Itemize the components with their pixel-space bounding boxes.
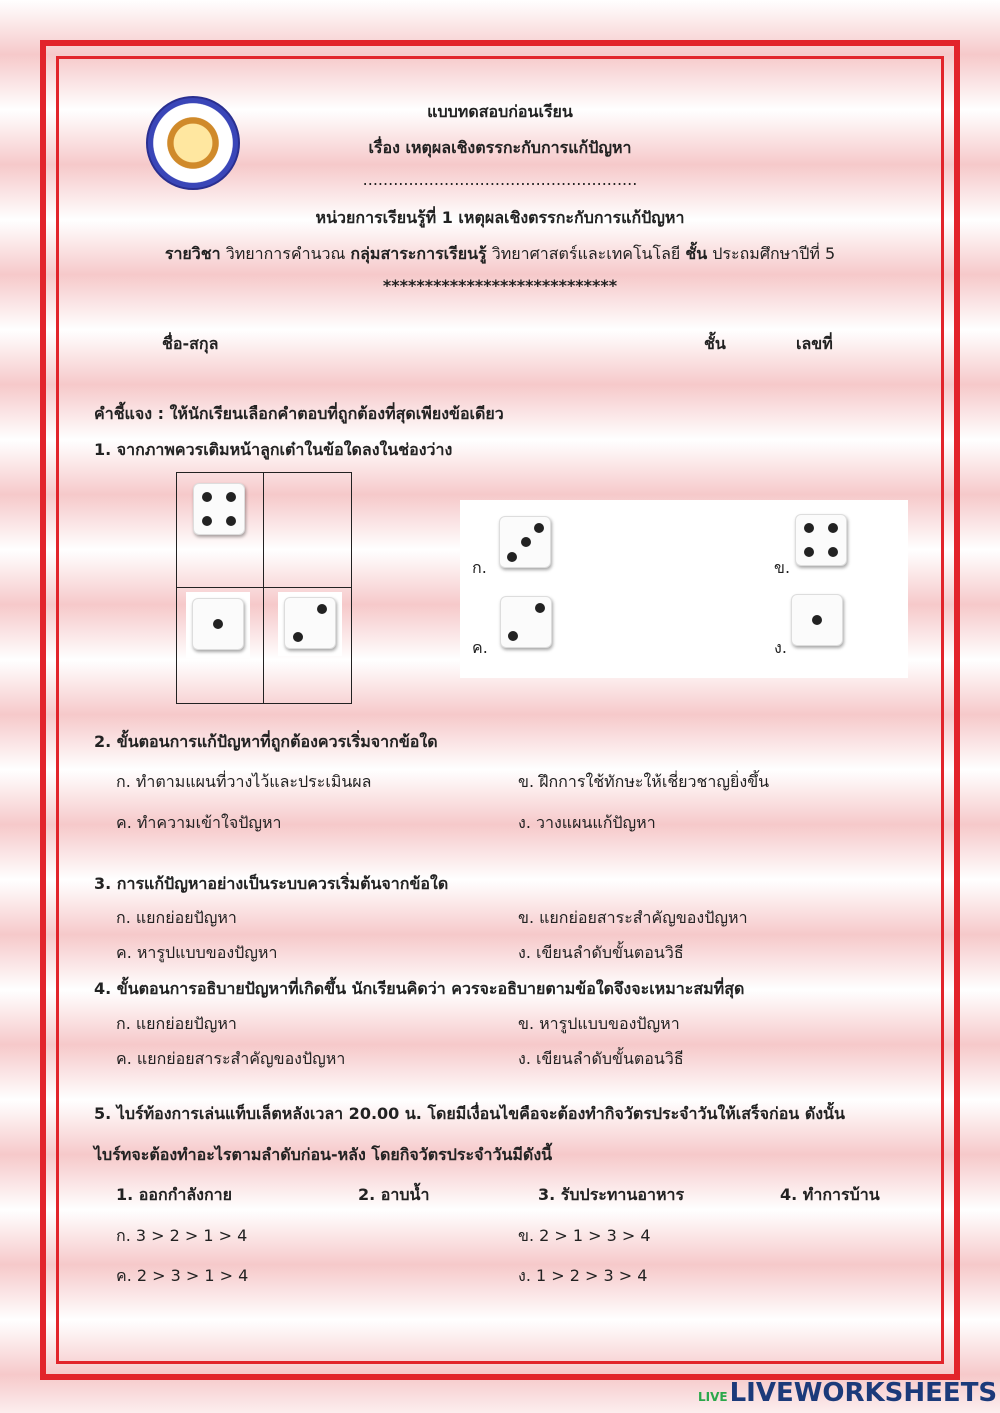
q2-option-b[interactable]: ข. ฝึกการใช้ทักษะให้เชี่ยวชาญยิ่งขึ้น	[518, 772, 770, 791]
q4-option-c[interactable]: ค. แยกย่อยสาระสำคัญของปัญหา	[116, 1049, 346, 1068]
q1-option-c-die[interactable]	[500, 596, 552, 648]
q1-option-d-label: ง.	[774, 638, 787, 657]
q1-option-d-die[interactable]	[791, 594, 843, 646]
q1-option-b-die[interactable]	[795, 514, 847, 566]
grid-die-two	[284, 597, 336, 649]
q5-item-1: 1. ออกกำลังกาย	[116, 1185, 233, 1204]
stars-divider: ****************************	[382, 276, 618, 295]
q2-option-d[interactable]: ง. วางแผนแก้ปัญหา	[518, 813, 656, 832]
q5-item-2: 2. อาบน้ำ	[358, 1185, 430, 1204]
liveworksheets-logo	[698, 1378, 997, 1408]
grade-label: ชั้น	[685, 244, 708, 263]
q5-option-b[interactable]: ข. 2 > 1 > 3 > 4	[518, 1226, 651, 1245]
q3-option-b[interactable]: ข. แยกย่อยสาระสำคัญของปัญหา	[518, 908, 748, 927]
q1-option-a-label: ก.	[472, 558, 487, 577]
number-label: เลขที่	[796, 334, 833, 353]
q3-option-a[interactable]: ก. แยกย่อยปัญหา	[116, 908, 237, 927]
q1-option-c-label: ค.	[472, 638, 488, 657]
subject-line	[100, 242, 900, 267]
q4-option-b[interactable]: ข. หารูปแบบของปัญหา	[518, 1014, 680, 1033]
q2-option-c[interactable]: ค. ทำความเข้าใจปัญหา	[116, 813, 282, 832]
header-line1: แบบทดสอบก่อนเรียน	[427, 102, 573, 121]
q3-question: 3. การแก้ปัญหาอย่างเป็นระบบควรเริ่มต้นจากข้อใด	[94, 874, 449, 893]
q1-option-b-label: ข.	[774, 558, 791, 577]
header-line2: เรื่อง เหตุผลเชิงตรรกะกับการแก้ปัญหา	[368, 138, 632, 157]
group-label: กลุ่มสาระการเรียนรู้	[350, 244, 487, 263]
brand-name: LIVEWORKSHEETS	[729, 1378, 998, 1408]
group-value: วิทยาศาสตร์และเทคโนโลยี	[491, 244, 681, 263]
q5-item-4: 4. ทำการบ้าน	[780, 1185, 880, 1204]
unit-title: หน่วยการเรียนรู้ที่ 1 เหตุผลเชิงตรรกะกับการแก้ปัญหา	[315, 208, 685, 227]
q1-question: 1. จากภาพควรเติมหน้าลูกเต๋าในข้อใดลงในช่องว่าง	[94, 440, 453, 459]
name-label: ชื่อ-สกุล	[162, 334, 219, 353]
q5-question-line1: 5. ไบร์ท้องการเล่นแท็บเล็ตหลังเวลา 20.00 น. โดยมีเงื่อนไขคือจะต้องทำกิจวัตรประจำวันให้เสร็จก่อน ดังนั้น	[94, 1104, 845, 1123]
q5-option-c[interactable]: ค. 2 > 3 > 1 > 4	[116, 1266, 249, 1285]
grid-die-one	[192, 598, 244, 650]
subject-value: วิทยาการคำนวณ	[225, 244, 346, 263]
q5-item-3: 3. รับประทานอาหาร	[538, 1185, 685, 1204]
q1-option-a-die[interactable]	[499, 516, 551, 568]
q3-option-d[interactable]: ง. เขียนลำดับขั้นตอนวิธี	[518, 943, 684, 962]
grid-die-four	[193, 483, 245, 535]
q5-option-d[interactable]: ง. 1 > 2 > 3 > 4	[518, 1266, 648, 1285]
q2-option-a[interactable]: ก. ทำตามแผนที่วางไว้และประเมินผล	[116, 772, 372, 791]
instruction: คำชี้แจง : ให้นักเรียนเลือกคำตอบที่ถูกต้องที่สุดเพียงข้อเดียว	[94, 404, 504, 423]
q5-option-a[interactable]: ก. 3 > 2 > 1 > 4	[116, 1226, 248, 1245]
q5-question-line2: ไบร์ทจะต้องทำอะไรตามลำดับก่อน-หลัง โดยกิจวัตรประจำวันมีดังนี้	[94, 1145, 553, 1164]
q3-option-c[interactable]: ค. หารูปแบบของปัญหา	[116, 943, 278, 962]
class-label: ชั้น	[704, 334, 726, 353]
grade-value: ประถมศึกษาปีที่ 5	[712, 244, 836, 263]
q2-question: 2. ขั้นตอนการแก้ปัญหาที่ถูกต้องควรเริ่มจากข้อใด	[94, 732, 438, 751]
subject-label: รายวิชา	[164, 244, 221, 263]
q4-option-a[interactable]: ก. แยกย่อยปัญหา	[116, 1014, 237, 1033]
header-dots: ......................................................	[362, 170, 638, 189]
q4-question: 4. ขั้นตอนการอธิบายปัญหาที่เกิดขึ้น นักเรียนคิดว่า ควรจะอธิบายตามข้อใดจึงจะเหมาะสมที่สุด	[94, 979, 745, 998]
q4-option-d[interactable]: ง. เขียนลำดับขั้นตอนวิธี	[518, 1049, 684, 1068]
brand-live-badge: LIVE	[698, 1390, 728, 1404]
